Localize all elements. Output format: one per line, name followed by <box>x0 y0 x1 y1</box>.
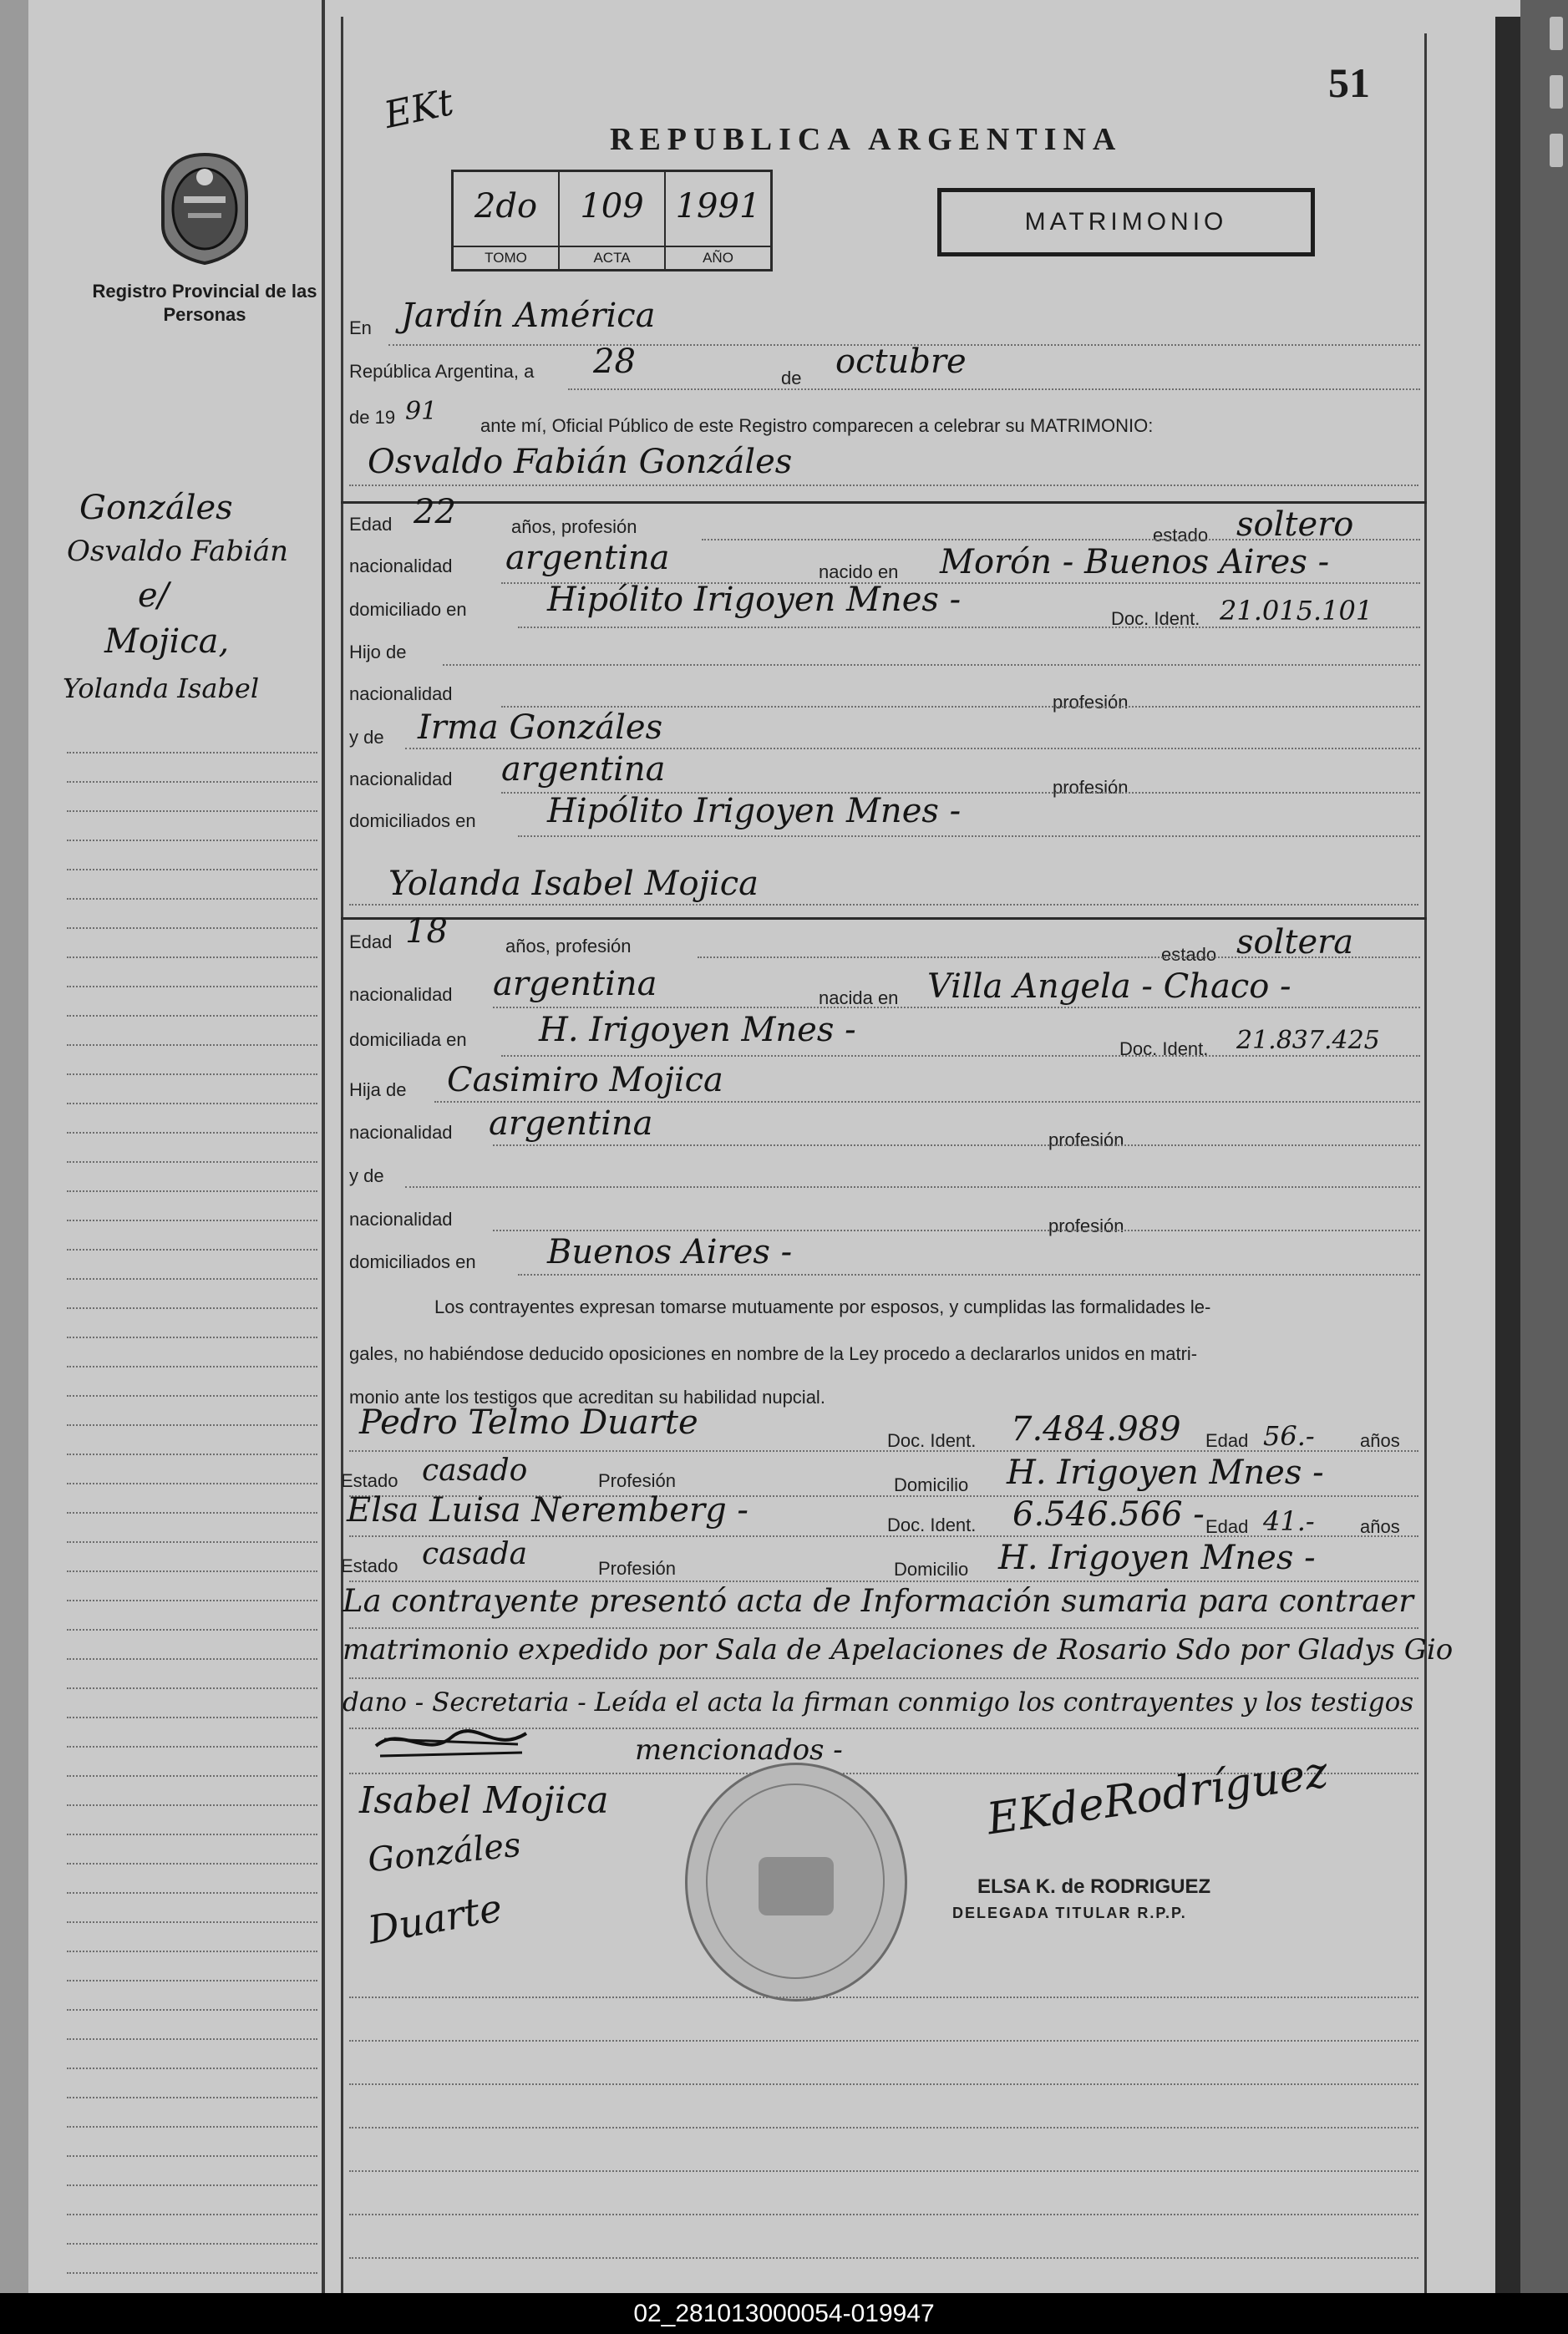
margin-rule <box>67 2126 317 2128</box>
witness2-estado-label: Estado <box>341 1555 398 1576</box>
margin-rule <box>67 1044 317 1046</box>
margin-rule <box>67 1249 317 1251</box>
coat-of-arms-seal <box>150 150 259 267</box>
en-label: En <box>349 317 372 338</box>
groom-edad: 22 <box>414 493 456 531</box>
margin-rule <box>67 2272 317 2274</box>
witness1-estado-label: Estado <box>341 1470 398 1491</box>
notes-line2: matrimonio expedido por Sala de Apelaciones de Rosario Sdo por Gladys Gio <box>343 1633 1454 1667</box>
bride-nacida-label: nacida en <box>819 987 899 1008</box>
struck-signature <box>368 1721 535 1767</box>
margin-rule <box>67 1687 317 1689</box>
witness2-domicilio-label: Domicilio <box>894 1559 969 1580</box>
bride-domicilio: H. Irigoyen Mnes - <box>539 1011 856 1049</box>
groom-doc: 21.015.101 <box>1220 595 1373 627</box>
witness2-estado-rule <box>349 1581 1418 1582</box>
witness2-name: Elsa Luisa Neremberg - <box>347 1491 748 1530</box>
witness2-edad-label: Edad <box>1205 1516 1249 1537</box>
margin-rule <box>67 1658 317 1660</box>
bride-doc: 21.837.425 <box>1236 1026 1380 1055</box>
margin-rule <box>67 1220 317 1221</box>
groom-estado: soltero <box>1236 505 1354 544</box>
margin-rule <box>67 986 317 987</box>
margin-rule <box>67 1775 317 1777</box>
acta-cell <box>560 172 666 269</box>
republica-label: República Argentina, a <box>349 361 535 382</box>
groom-mother-label: y de <box>349 727 384 748</box>
margin-rule <box>67 1541 317 1543</box>
witness2-doc-label: Doc. Ident. <box>887 1515 977 1535</box>
tomo-acta-anio-box <box>451 170 773 271</box>
margin-rule <box>67 2155 317 2157</box>
groom-nacido: Morón - Buenos Aires - <box>940 543 1330 581</box>
groom-name-rule <box>349 485 1418 486</box>
margin-rule <box>67 1073 317 1075</box>
bride-name: Yolanda Isabel Mojica <box>388 865 759 903</box>
margin-rule <box>67 840 317 841</box>
margin-rule <box>67 1015 317 1017</box>
page-binding <box>0 0 28 2293</box>
margin-rule <box>67 1570 317 1572</box>
margin-rule <box>67 1161 317 1163</box>
tomo-cell <box>454 172 560 269</box>
groom-father-rule <box>443 664 1420 666</box>
margin-rule <box>67 2243 317 2245</box>
bride-parents-dom-rule <box>518 1274 1420 1276</box>
witness1-edad-label: Edad <box>1205 1430 1249 1451</box>
groom-estado-label: estado <box>1153 525 1209 545</box>
margin-rule <box>67 1629 317 1631</box>
bride-father: Casimiro Mojica <box>447 1061 723 1099</box>
witness1-name: Pedro Telmo Duarte <box>359 1403 698 1442</box>
margin-rule <box>67 2068 317 2069</box>
witness1-domicilio-label: Domicilio <box>894 1474 969 1495</box>
form-rule <box>349 2083 1418 2085</box>
page-number: 51 <box>1328 59 1370 106</box>
bride-doc-label: Doc. Ident. <box>1119 1038 1209 1059</box>
groom-parents-dom-rule <box>518 835 1420 837</box>
bride-mother-nac-rule <box>493 1230 1420 1231</box>
margin-rule <box>67 1804 317 1806</box>
groom-mother-nacionalidad: argentina <box>501 750 666 789</box>
official-title: DELEGADA TITULAR R.P.P. <box>952 1905 1187 1921</box>
marriage-place: Jardín América <box>401 297 656 335</box>
margin-rule <box>67 1454 317 1455</box>
bride-nacida: Villa Angela - Chaco - <box>927 967 1291 1006</box>
marriage-day: 28 <box>593 342 636 381</box>
margin-divider <box>322 0 325 2293</box>
anio-cell <box>666 172 770 269</box>
signature-bride: Isabel Mojica <box>359 1779 609 1822</box>
page-edge <box>1495 17 1520 2293</box>
notes-rule-2 <box>349 1677 1418 1679</box>
bride-edad-rule <box>698 956 1420 958</box>
margin-rule <box>67 1483 317 1484</box>
margin-rule <box>67 1717 317 1718</box>
margin-rule <box>67 2038 317 2040</box>
anio-value: 1991 <box>675 187 761 226</box>
form-rule <box>349 1997 1418 1998</box>
margin-rule <box>67 1278 317 1280</box>
bride-parents-dom-label: domiciliados en <box>349 1251 476 1272</box>
groom-parents-domicilio: Hipólito Irigoyen Mnes - <box>547 792 962 830</box>
witness1-doc: 7.484.989 <box>1011 1410 1181 1449</box>
document-type-box <box>937 188 1315 256</box>
margin-rule <box>67 752 317 753</box>
witness1-estado: casado <box>422 1454 528 1488</box>
form-left-border <box>341 17 343 2293</box>
official-signature: EKdeRodríguez <box>983 1747 1332 1845</box>
groom-dom-rule <box>518 627 1420 628</box>
margin-rule <box>67 2214 317 2215</box>
bride-parents-domicilio: Buenos Aires - <box>547 1233 793 1271</box>
declaration-line2: gales, no habiéndose deducido oposiciones en nombre de la Ley procedo a declararlos unidos en matri- <box>349 1343 1198 1364</box>
margin-rule <box>67 1337 317 1338</box>
bride-edad: 18 <box>405 912 448 951</box>
groom-mother-rule <box>405 748 1420 749</box>
margin-rule <box>67 1921 317 1923</box>
witness2-doc: 6.546.566 - <box>1012 1495 1205 1534</box>
marriage-month: octubre <box>835 342 967 381</box>
form-right-border <box>1424 33 1427 2293</box>
bride-edad-label: Edad <box>349 931 393 952</box>
header-title: REPUBLICA ARGENTINA <box>610 122 1123 157</box>
margin-rule <box>67 1307 317 1309</box>
witness1-domicilio: H. Irigoyen Mnes - <box>1007 1454 1324 1492</box>
margin-rule <box>67 1190 317 1192</box>
bride-mother-label: y de <box>349 1165 384 1186</box>
form-rule <box>349 2040 1418 2042</box>
bride-mother-rule <box>405 1186 1420 1188</box>
notes-rule-1 <box>349 1627 1418 1629</box>
groom-father-nac-label: nacionalidad <box>349 683 453 704</box>
form-rule <box>349 2170 1418 2172</box>
notes-line3: dano - Secretaria - Leída el acta la firman conmigo los contrayentes y los testigos <box>343 1687 1414 1718</box>
margin-note-line1: Gonzáles <box>79 489 233 527</box>
margin-rule <box>67 781 317 783</box>
groom-mother-prof-label: profesión <box>1053 777 1129 798</box>
witness1-edad: 56.- <box>1263 1420 1315 1452</box>
margin-rule <box>67 1366 317 1367</box>
bride-separator <box>341 917 1427 920</box>
margin-rule <box>67 2009 317 2011</box>
margin-rule <box>67 1103 317 1104</box>
margin-rule <box>67 1746 317 1748</box>
margin-note-line2: Osvaldo Fabián <box>67 535 289 568</box>
witness1-anios-label: años <box>1360 1430 1400 1451</box>
margin-note-line4: Mojica, <box>104 622 230 661</box>
margin-rule <box>67 1892 317 1894</box>
de-label: de <box>781 368 802 388</box>
margin-rule <box>67 1980 317 1981</box>
witness1-doc-label: Doc. Ident. <box>887 1430 977 1451</box>
form-rule <box>349 2257 1418 2259</box>
groom-domiciliado-label: domiciliado en <box>349 599 467 620</box>
bride-father-rule <box>434 1101 1420 1103</box>
form-rule <box>349 2127 1418 2129</box>
bride-father-nac-label: nacionalidad <box>349 1122 453 1143</box>
marriage-year-suffix: 91 <box>405 397 438 426</box>
witness2-profesion-label: Profesión <box>598 1558 676 1579</box>
groom-edad-rule <box>702 539 1420 540</box>
bride-nacionalidad-label: nacionalidad <box>349 984 453 1005</box>
groom-edad-label: Edad <box>349 514 393 535</box>
bride-hija-label: Hija de <box>349 1079 407 1100</box>
signature-witness: Duarte <box>364 1885 506 1953</box>
witness2-edad: 41.- <box>1263 1505 1315 1537</box>
notes-line4: mencionados - <box>635 1733 843 1767</box>
notes-line1: La contrayente presentó acta de Información sumaria para contraer <box>343 1583 1413 1619</box>
groom-separator <box>341 501 1427 504</box>
bride-father-nacionalidad: argentina <box>489 1104 653 1143</box>
bride-mother-nac-label: nacionalidad <box>349 1209 453 1230</box>
groom-mother: Irma Gonzáles <box>418 708 663 747</box>
margin-rule <box>67 898 317 900</box>
margin-rule <box>67 810 317 812</box>
groom-nacionalidad: argentina <box>505 539 670 577</box>
groom-parents-dom-label: domiciliados en <box>349 810 476 831</box>
margin-rule <box>67 1863 317 1865</box>
groom-profesion-label: años, profesión <box>511 516 637 537</box>
witness2-anios-label: años <box>1360 1516 1400 1537</box>
groom-doc-label: Doc. Ident. <box>1111 608 1200 629</box>
official-name: ELSA K. de RODRIGUEZ <box>977 1875 1211 1898</box>
margin-note-line5: Yolanda Isabel <box>63 672 260 704</box>
margin-rule <box>67 1132 317 1134</box>
witness1-name-rule <box>349 1450 1418 1452</box>
year-prefix: de 19 <box>349 407 396 428</box>
groom-father-nac-rule <box>501 706 1420 708</box>
margin-note-line3: e/ <box>138 576 170 615</box>
witness2-domicilio: H. Irigoyen Mnes - <box>998 1539 1316 1577</box>
form-rule <box>349 2214 1418 2215</box>
groom-father-prof-label: profesión <box>1053 692 1129 713</box>
bride-nac-rule <box>493 1007 1420 1008</box>
groom-domicilio: Hipólito Irigoyen Mnes - <box>547 581 962 619</box>
groom-mother-nac-label: nacionalidad <box>349 769 453 789</box>
groom-name: Osvaldo Fabián Gonzáles <box>368 443 793 481</box>
bride-profesion-label: años, profesión <box>505 936 632 956</box>
margin-rule <box>67 2097 317 2098</box>
anio-caption: AÑO <box>666 246 770 269</box>
file-id-footer: 02_281013000054-019947 <box>0 2293 1568 2334</box>
groom-nacido-label: nacido en <box>819 561 899 582</box>
margin-rule <box>67 927 317 929</box>
margin-rule <box>67 1834 317 1835</box>
intro-statement: ante mí, Oficial Público de este Registro comparecen a celebrar su MATRIMONIO: <box>480 415 1154 436</box>
acta-value: 109 <box>580 187 644 226</box>
tomo-value: 2do <box>474 187 538 226</box>
margin-rule <box>67 1600 317 1601</box>
groom-nacionalidad-label: nacionalidad <box>349 556 453 576</box>
registry-name: Registro Provincial de las Personas <box>92 281 317 325</box>
groom-hijo-label: Hijo de <box>349 642 407 662</box>
margin-rule <box>67 1512 317 1514</box>
bride-estado: soltera <box>1236 923 1354 962</box>
margin-rule <box>67 1951 317 1952</box>
date-rule <box>568 388 1420 390</box>
bride-name-rule <box>349 904 1418 906</box>
bride-dom-rule <box>501 1055 1420 1057</box>
bride-mother-prof-label: profesión <box>1048 1215 1124 1236</box>
document-type-label: MATRIMONIO <box>1024 208 1228 236</box>
witness2-estado: casada <box>422 1537 528 1571</box>
acta-caption: ACTA <box>560 246 664 269</box>
bride-father-prof-label: profesión <box>1048 1129 1124 1150</box>
bride-nacionalidad: argentina <box>493 965 657 1003</box>
tomo-caption: TOMO <box>454 246 558 269</box>
official-stamp <box>685 1763 907 2002</box>
margin-rule <box>67 2184 317 2186</box>
margin-rule <box>67 869 317 870</box>
scan-edge-strip <box>1520 0 1568 2293</box>
margin-rule <box>67 956 317 958</box>
bride-father-nac-rule <box>493 1144 1420 1146</box>
margin-rule <box>67 1424 317 1426</box>
ekt-annotation: EKt <box>380 80 458 138</box>
declaration-line3: monio ante los testigos que acreditan su habilidad nupcial. <box>349 1387 825 1408</box>
witness1-profesion-label: Profesión <box>598 1470 676 1491</box>
margin-rule <box>67 1395 317 1397</box>
signature-groom: Gonzáles <box>366 1825 523 1880</box>
bride-estado-label: estado <box>1161 944 1217 965</box>
declaration-line1: Los contrayentes expresan tomarse mutuamente por esposos, y cumplidas las formalidades le- <box>434 1296 1211 1317</box>
bride-domiciliada-label: domiciliada en <box>349 1029 467 1050</box>
